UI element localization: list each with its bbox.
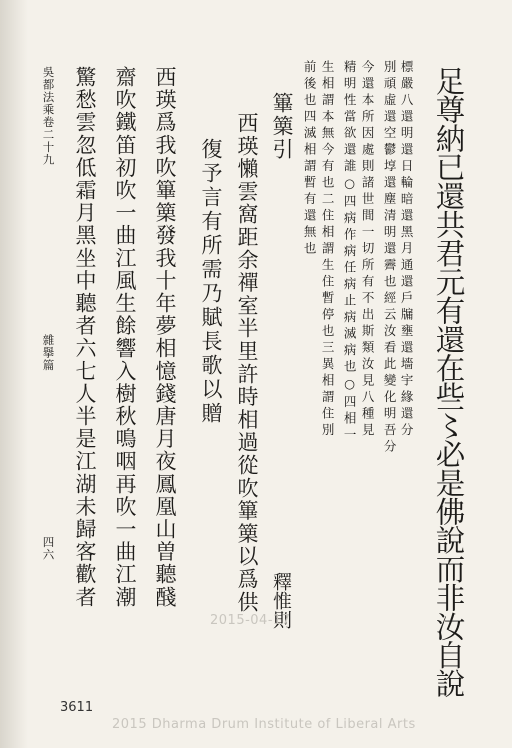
annotation-column-1b: 別頑虛還空鬱埻還塵清明還霽也經云汝看此變化明吾分 [382, 60, 398, 456]
poem-column-1: 西瑛爲我吹篳篥發我十年夢相憶錢唐月夜鳳凰山曽聽醆 [153, 66, 177, 609]
preface-column-1: 西瑛懶雲窩距余禪室半里許時相過從吹篳篥以爲供 [235, 112, 259, 614]
poem-column-3: 驚愁雲忽低霜月黑坐中聽者六七人半是江湖未歸客歡者 [73, 66, 97, 609]
leaf-number: 四六 [41, 536, 56, 561]
annotation-column-3b: 前後也四滅相謂暫有還無也 [302, 60, 318, 258]
watermark-date: 2015-04-17 [210, 613, 291, 628]
poem-column-2: 齋吹鐵笛初吹一曲江風生餘響入樹秋鳴咽再吹一曲江潮 [113, 66, 137, 609]
poem-author: 釋惟則 [270, 572, 292, 629]
annotation-column-2b: 精明性當欲還誰○四病作病任病止病滅病也○四相一 [342, 60, 358, 445]
text-column-1: 足尊納已還共君元有還在些〻必是佛說而非汝自說 [431, 66, 466, 698]
poem-title: 篳篥引 [270, 92, 294, 161]
annotation-column-2a: 今還本所因處則諸世間一切所有不出斯類汝見八種見 [360, 60, 376, 440]
running-header: 吳都法乘卷二十九 [41, 66, 56, 166]
page-number: 3611 [60, 700, 94, 715]
spine-shadow [0, 0, 28, 748]
watermark-institute: 2015 Dharma Drum Institute of Liberal Arts [112, 717, 416, 732]
preface-column-2: 復予言有所需乃賦長歌以贈 [199, 138, 223, 426]
annotation-column-3a: 生相謂本無今有也二住相謂生住暫停也三異相謂住別 [320, 60, 336, 440]
section-name: 雜擧篇 [41, 334, 56, 372]
annotation-column-1a: 標嚴八還明還日輪暗還黑月通還戶牖壅還墻宇緣還分 [399, 60, 415, 440]
